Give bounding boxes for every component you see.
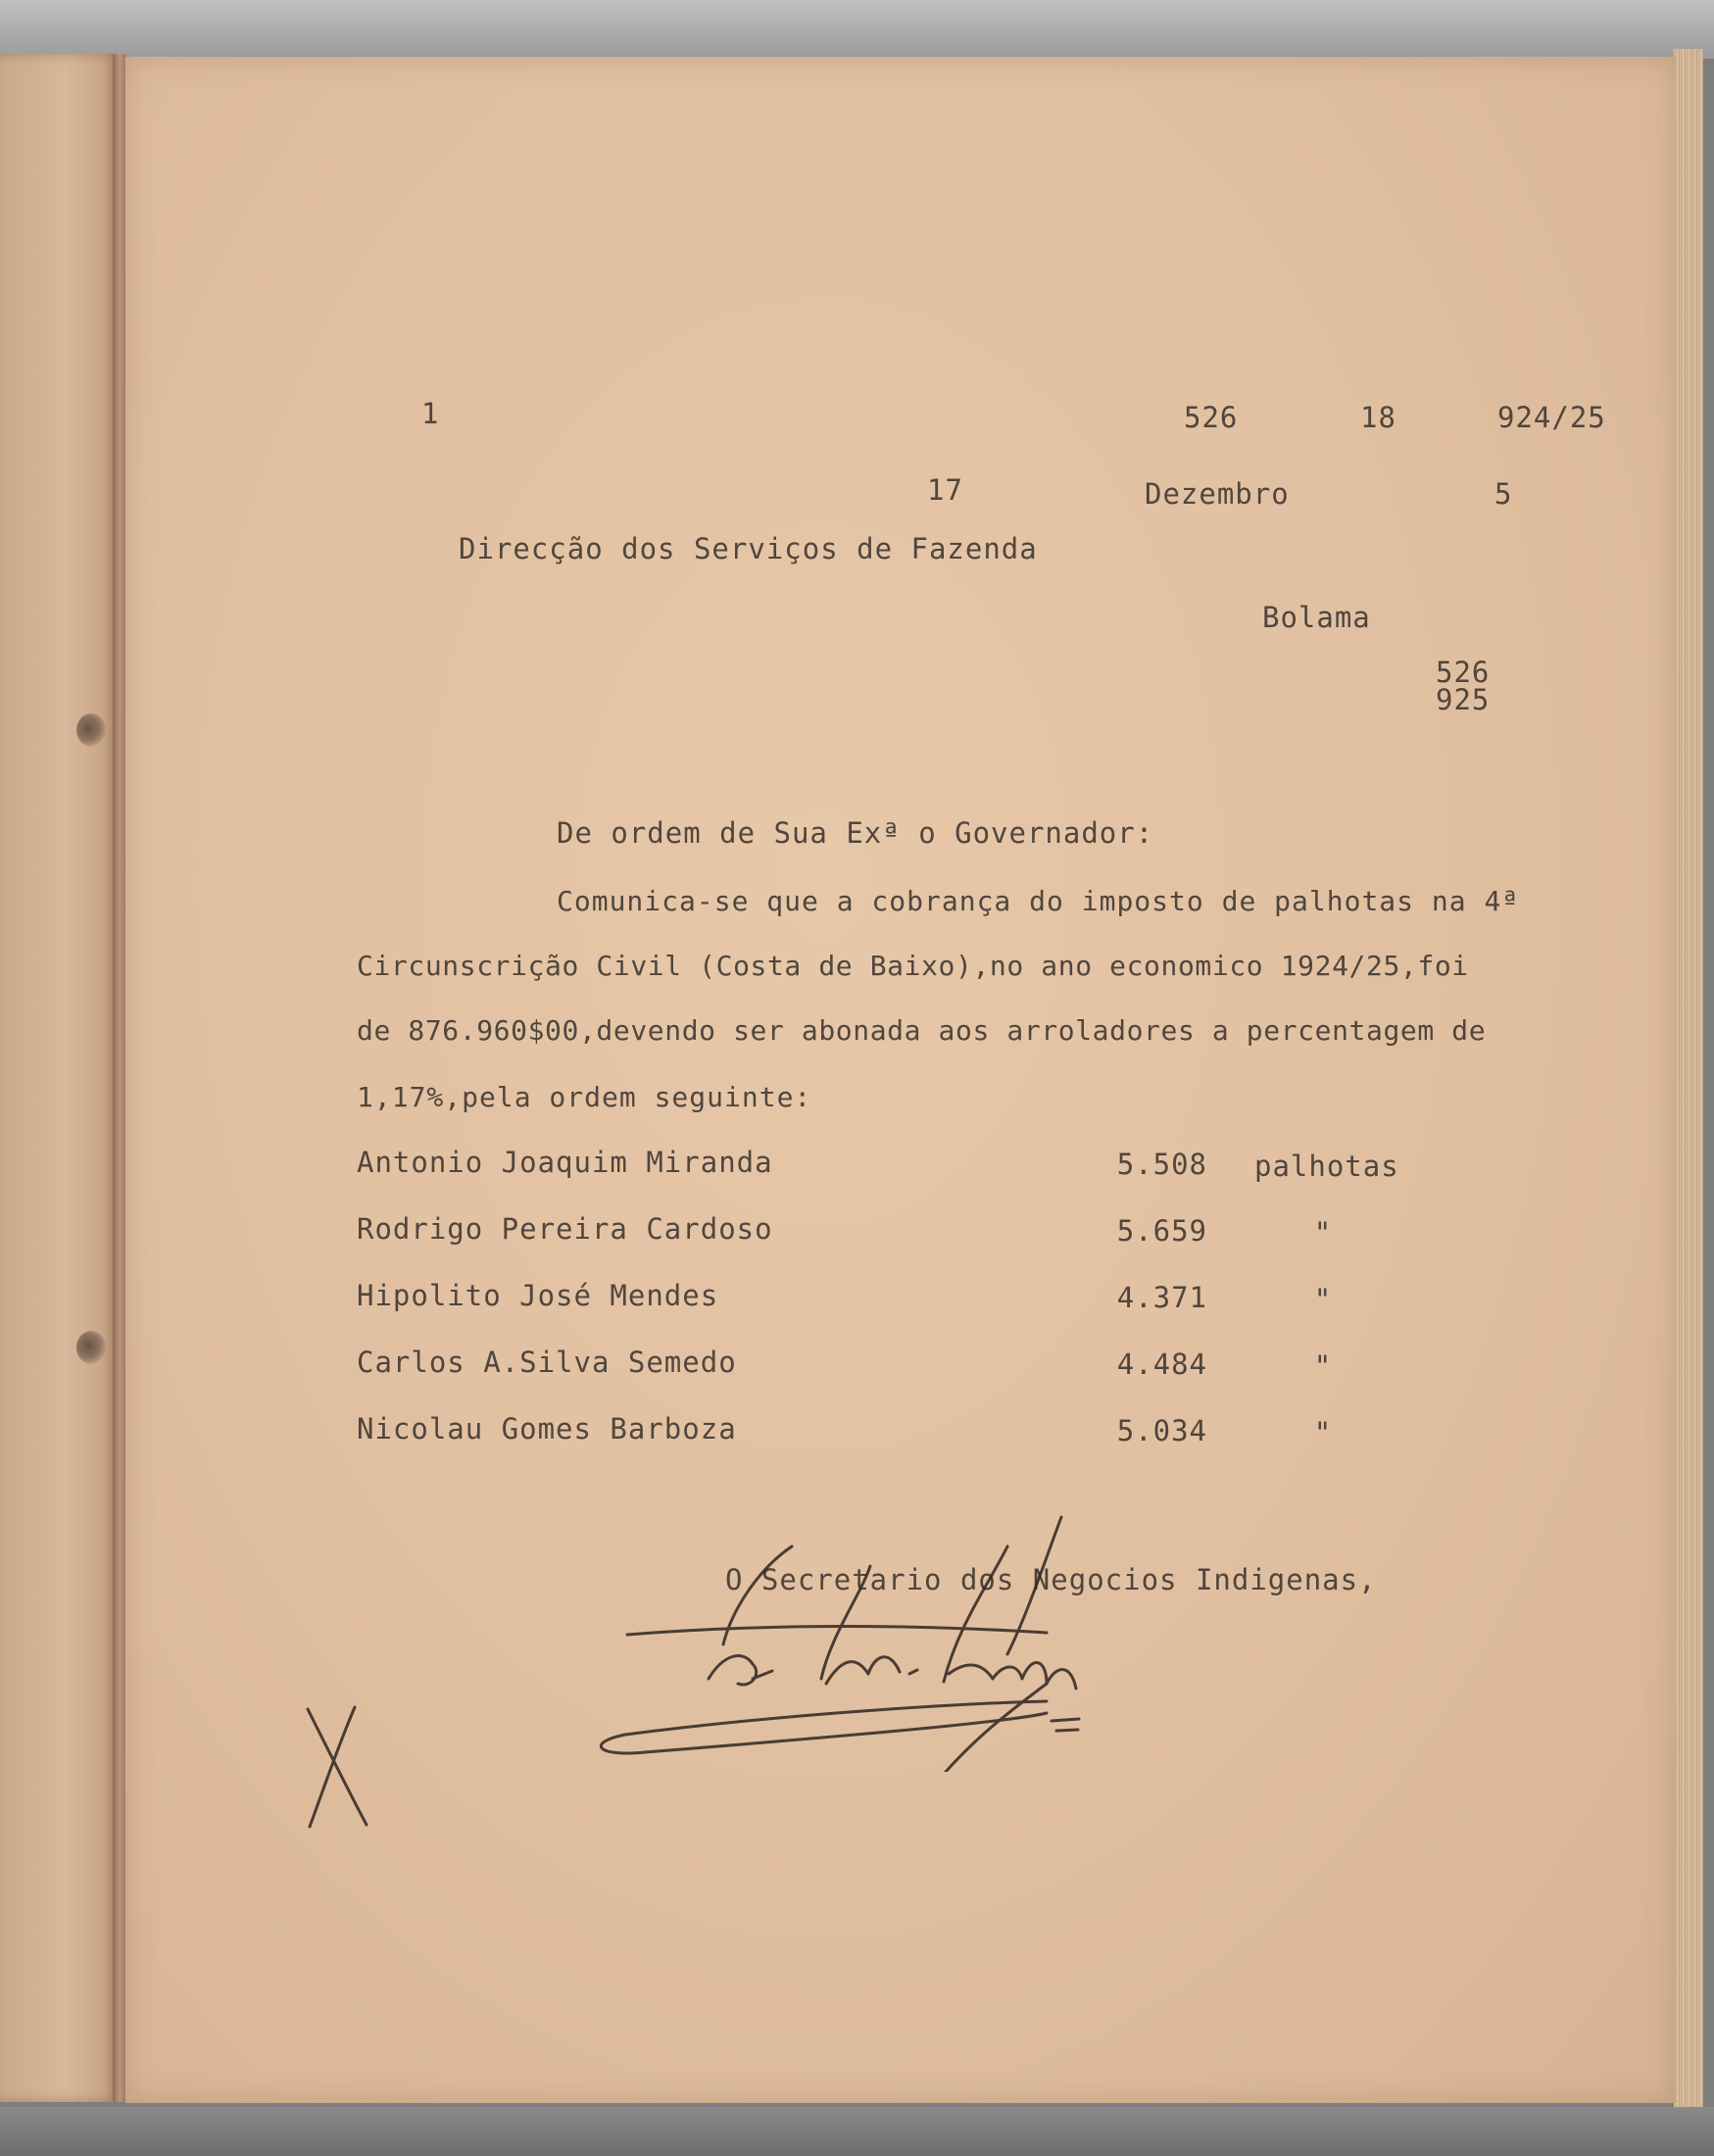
paragraph-line-1: Comunica-se que a cobrança do imposto de palhotas na 4ª: [557, 885, 1520, 917]
assessor-name: Rodrigo Pereira Cardoso: [357, 1212, 773, 1246]
assessor-name: Hipolito José Mendes: [357, 1279, 719, 1312]
binding-hole-top: [76, 713, 106, 747]
ditto-mark: ": [1313, 1283, 1333, 1316]
file-reference-bottom: 925: [1436, 683, 1491, 716]
hut-count: 4.371: [1116, 1281, 1207, 1314]
reference-number: 1: [421, 397, 440, 430]
ditto-mark: ": [1313, 1349, 1333, 1383]
file-reference-top: 526: [1436, 656, 1491, 689]
assessor-name: Nicolau Gomes Barboza: [357, 1412, 737, 1446]
assessor-name: Antonio Joaquim Miranda: [357, 1146, 773, 1179]
date-month: Dezembro: [1145, 477, 1290, 511]
scan-backdrop-bottom: [0, 2107, 1714, 2156]
recipient-department: Direcção dos Serviços de Fazenda: [459, 532, 1038, 565]
page-edges: [1674, 49, 1703, 2107]
x-mark-icon: [298, 1699, 386, 1837]
document-page: [125, 57, 1676, 2103]
signatory-title: O Secretario dos Negocios Indigenas,: [725, 1563, 1377, 1596]
binding-hole-bottom: [76, 1331, 106, 1364]
hut-count: 5.659: [1116, 1214, 1207, 1248]
folio-number: 18: [1360, 401, 1396, 434]
fiscal-year: 924/25: [1497, 401, 1606, 434]
ditto-mark: ": [1313, 1416, 1333, 1449]
book-gutter: [113, 54, 126, 2102]
hut-count: 5.508: [1116, 1148, 1207, 1181]
assessor-name: Carlos A.Silva Semedo: [357, 1346, 737, 1379]
sequence-number: 526: [1184, 401, 1239, 434]
hut-count: 4.484: [1116, 1348, 1207, 1381]
scan-backdrop-top: [0, 0, 1714, 59]
signature-icon: [498, 1478, 1203, 1772]
ditto-mark: ": [1313, 1216, 1333, 1250]
left-facing-page: [0, 54, 120, 2102]
paragraph-line-2: Circunscrição Civil (Costa de Baixo),no ano economico 1924/25,foi: [357, 950, 1469, 982]
paragraph-line-3: de 876.960$00,devendo ser abonada aos arroladores a percentagem de: [357, 1014, 1487, 1047]
salutation: De ordem de Sua Exª o Governador:: [557, 816, 1154, 850]
recipient-city: Bolama: [1262, 601, 1371, 634]
unit-label: palhotas: [1254, 1150, 1399, 1183]
hut-count: 5.034: [1116, 1414, 1207, 1447]
date-year-digit: 5: [1494, 477, 1513, 511]
paragraph-line-4: 1,17%,pela ordem seguinte:: [357, 1081, 812, 1113]
date-day: 17: [927, 473, 963, 507]
